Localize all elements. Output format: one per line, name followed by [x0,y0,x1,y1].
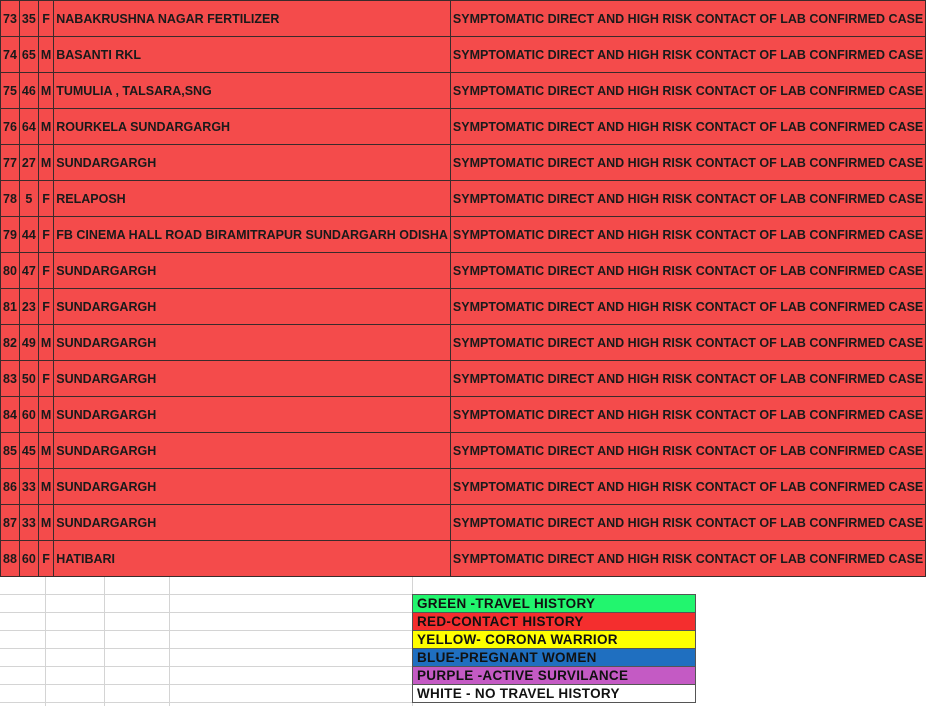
table-row [1,433,926,469]
table-row [1,469,926,505]
table-row [1,505,926,541]
cell-address[interactable]: TUMULIA , TALSARA,SNG [54,73,451,109]
cell-serial[interactable]: 87 [1,505,20,541]
cell-address[interactable]: SUNDARGARGH [54,145,451,181]
table-row [1,181,926,217]
cell-category[interactable]: SYMPTOMATIC DIRECT AND HIGH RISK CONTACT OF LAB CONFIRMED CASE [450,505,925,541]
cell-address[interactable]: SUNDARGARGH [54,361,451,397]
table-row [1,361,926,397]
cell-sex[interactable]: M [38,37,53,73]
cell-age[interactable]: 45 [19,433,38,469]
cell-address[interactable]: SUNDARGARGH [54,469,451,505]
table-row [1,325,926,361]
cell-sex[interactable]: M [38,469,53,505]
cell-category[interactable]: SYMPTOMATIC DIRECT AND HIGH RISK CONTACT OF LAB CONFIRMED CASE [450,397,925,433]
cell-sex[interactable]: M [38,433,53,469]
cell-serial[interactable]: 77 [1,145,20,181]
table-row [1,397,926,433]
legend-item: PURPLE -ACTIVE SURVILANCE [412,666,696,684]
cell-age[interactable]: 33 [19,505,38,541]
cell-category[interactable]: SYMPTOMATIC DIRECT AND HIGH RISK CONTACT OF LAB CONFIRMED CASE [450,433,925,469]
cell-age[interactable]: 65 [19,37,38,73]
cell-category[interactable]: SYMPTOMATIC DIRECT AND HIGH RISK CONTACT OF LAB CONFIRMED CASE [450,109,925,145]
cell-sex[interactable]: F [38,361,53,397]
cell-serial[interactable]: 73 [1,1,20,37]
cell-address[interactable]: HATIBARI [54,541,451,577]
table-row [1,1,926,37]
cell-sex[interactable]: M [38,397,53,433]
cell-age[interactable]: 35 [19,1,38,37]
table-row [1,109,926,145]
cell-age[interactable]: 5 [19,181,38,217]
cell-address[interactable]: FB CINEMA HALL ROAD BIRAMITRAPUR SUNDARGARH ODISHA [54,217,451,253]
cell-sex[interactable]: F [38,217,53,253]
cell-age[interactable]: 47 [19,253,38,289]
cell-sex[interactable]: F [38,289,53,325]
cell-serial[interactable]: 75 [1,73,20,109]
cell-category[interactable]: SYMPTOMATIC DIRECT AND HIGH RISK CONTACT OF LAB CONFIRMED CASE [450,37,925,73]
cell-serial[interactable]: 82 [1,325,20,361]
cell-category[interactable]: SYMPTOMATIC DIRECT AND HIGH RISK CONTACT OF LAB CONFIRMED CASE [450,325,925,361]
cell-category[interactable]: SYMPTOMATIC DIRECT AND HIGH RISK CONTACT OF LAB CONFIRMED CASE [450,361,925,397]
cell-serial[interactable]: 85 [1,433,20,469]
cell-sex[interactable]: M [38,325,53,361]
table-row [1,253,926,289]
cell-sex[interactable]: M [38,145,53,181]
cell-address[interactable]: SUNDARGARGH [54,325,451,361]
cell-serial[interactable]: 81 [1,289,20,325]
cell-sex[interactable]: F [38,1,53,37]
cell-age[interactable]: 60 [19,397,38,433]
table-row [1,217,926,253]
cell-address[interactable]: RELAPOSH [54,181,451,217]
cell-category[interactable]: SYMPTOMATIC DIRECT AND HIGH RISK CONTACT OF LAB CONFIRMED CASE [450,217,925,253]
cell-address[interactable]: SUNDARGARGH [54,505,451,541]
cell-sex[interactable]: M [38,73,53,109]
cell-address[interactable]: SUNDARGARGH [54,397,451,433]
cell-serial[interactable]: 78 [1,181,20,217]
cell-sex[interactable]: M [38,109,53,145]
cell-address[interactable]: SUNDARGARGH [54,433,451,469]
legend-item: WHITE - NO TRAVEL HISTORY [412,684,696,703]
legend-item: BLUE-PREGNANT WOMEN [412,648,696,666]
cell-address[interactable]: NABAKRUSHNA NAGAR FERTILIZER [54,1,451,37]
cell-serial[interactable]: 74 [1,37,20,73]
cell-serial[interactable]: 79 [1,217,20,253]
cell-category[interactable]: SYMPTOMATIC DIRECT AND HIGH RISK CONTACT OF LAB CONFIRMED CASE [450,1,925,37]
cell-age[interactable]: 60 [19,541,38,577]
cell-address[interactable]: SUNDARGARGH [54,289,451,325]
cell-category[interactable]: SYMPTOMATIC DIRECT AND HIGH RISK CONTACT OF LAB CONFIRMED CASE [450,469,925,505]
table-row [1,37,926,73]
cell-age[interactable]: 46 [19,73,38,109]
table-row [1,145,926,181]
cell-category[interactable]: SYMPTOMATIC DIRECT AND HIGH RISK CONTACT OF LAB CONFIRMED CASE [450,145,925,181]
cell-serial[interactable]: 84 [1,397,20,433]
cell-age[interactable]: 49 [19,325,38,361]
cell-sex[interactable]: F [38,181,53,217]
cell-category[interactable]: SYMPTOMATIC DIRECT AND HIGH RISK CONTACT OF LAB CONFIRMED CASE [450,289,925,325]
cell-age[interactable]: 44 [19,217,38,253]
table-row [1,289,926,325]
cell-serial[interactable]: 88 [1,541,20,577]
cell-serial[interactable]: 86 [1,469,20,505]
cell-age[interactable]: 33 [19,469,38,505]
cell-age[interactable]: 64 [19,109,38,145]
cell-category[interactable]: SYMPTOMATIC DIRECT AND HIGH RISK CONTACT OF LAB CONFIRMED CASE [450,541,925,577]
cell-serial[interactable]: 83 [1,361,20,397]
cell-age[interactable]: 50 [19,361,38,397]
cell-age[interactable]: 27 [19,145,38,181]
cell-address[interactable]: BASANTI RKL [54,37,451,73]
cell-address[interactable]: ROURKELA SUNDARGARGH [54,109,451,145]
cell-address[interactable]: SUNDARGARGH [54,253,451,289]
cell-age[interactable]: 23 [19,289,38,325]
cell-serial[interactable]: 80 [1,253,20,289]
cell-category[interactable]: SYMPTOMATIC DIRECT AND HIGH RISK CONTACT OF LAB CONFIRMED CASE [450,253,925,289]
legend-item: RED-CONTACT HISTORY [412,612,696,630]
legend-item: YELLOW- CORONA WARRIOR [412,630,696,648]
color-legend [412,594,696,703]
legend-item: GREEN -TRAVEL HISTORY [412,594,696,612]
table-row [1,73,926,109]
cell-sex[interactable]: M [38,505,53,541]
cell-category[interactable]: SYMPTOMATIC DIRECT AND HIGH RISK CONTACT OF LAB CONFIRMED CASE [450,73,925,109]
table-row [1,541,926,577]
cell-sex[interactable]: F [38,541,53,577]
table-body [1,1,926,577]
cell-sex[interactable]: F [38,253,53,289]
cell-category[interactable]: SYMPTOMATIC DIRECT AND HIGH RISK CONTACT OF LAB CONFIRMED CASE [450,181,925,217]
cell-serial[interactable]: 76 [1,109,20,145]
